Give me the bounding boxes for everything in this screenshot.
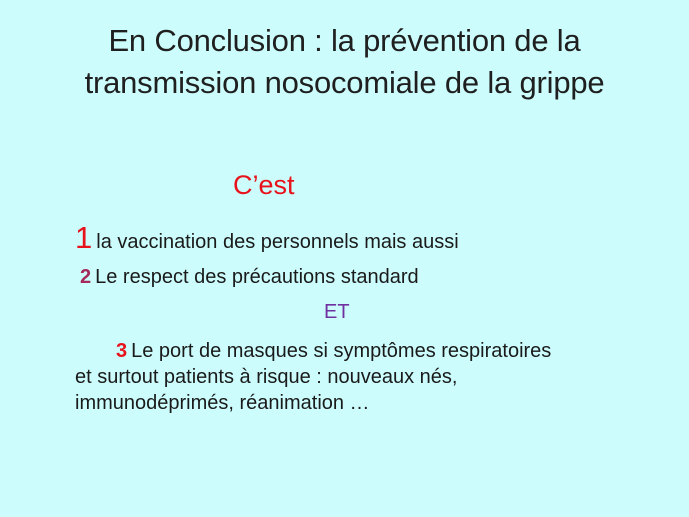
item-3-line-3: immunodéprimés, réanimation … (75, 392, 370, 414)
item-2-number: 2 (80, 266, 92, 288)
list-item-1 (75, 220, 459, 256)
intro-text: C’est (233, 170, 295, 200)
list-item-2 (80, 266, 419, 289)
slide-title (20, 20, 669, 104)
item-3-text-1: Le port de masques si symptômes respiratoires (131, 340, 552, 362)
item-2-text: Le respect des précautions standard (95, 266, 419, 288)
item-3-line-1 (75, 338, 675, 364)
title-line-1: En Conclusion : la prévention de la (108, 23, 581, 58)
item-1-text: la vaccination des personnels mais aussi (96, 231, 459, 253)
item-3-line-2: et surtout patients à risque : nouveaux nés, (75, 366, 458, 388)
item-1-number: 1 (75, 220, 93, 255)
list-item-3 (75, 338, 675, 416)
connector-text: ET (324, 301, 350, 323)
item-3-number: 3 (116, 340, 128, 362)
title-line-2: transmission nosocomiale de la grippe (84, 65, 605, 100)
